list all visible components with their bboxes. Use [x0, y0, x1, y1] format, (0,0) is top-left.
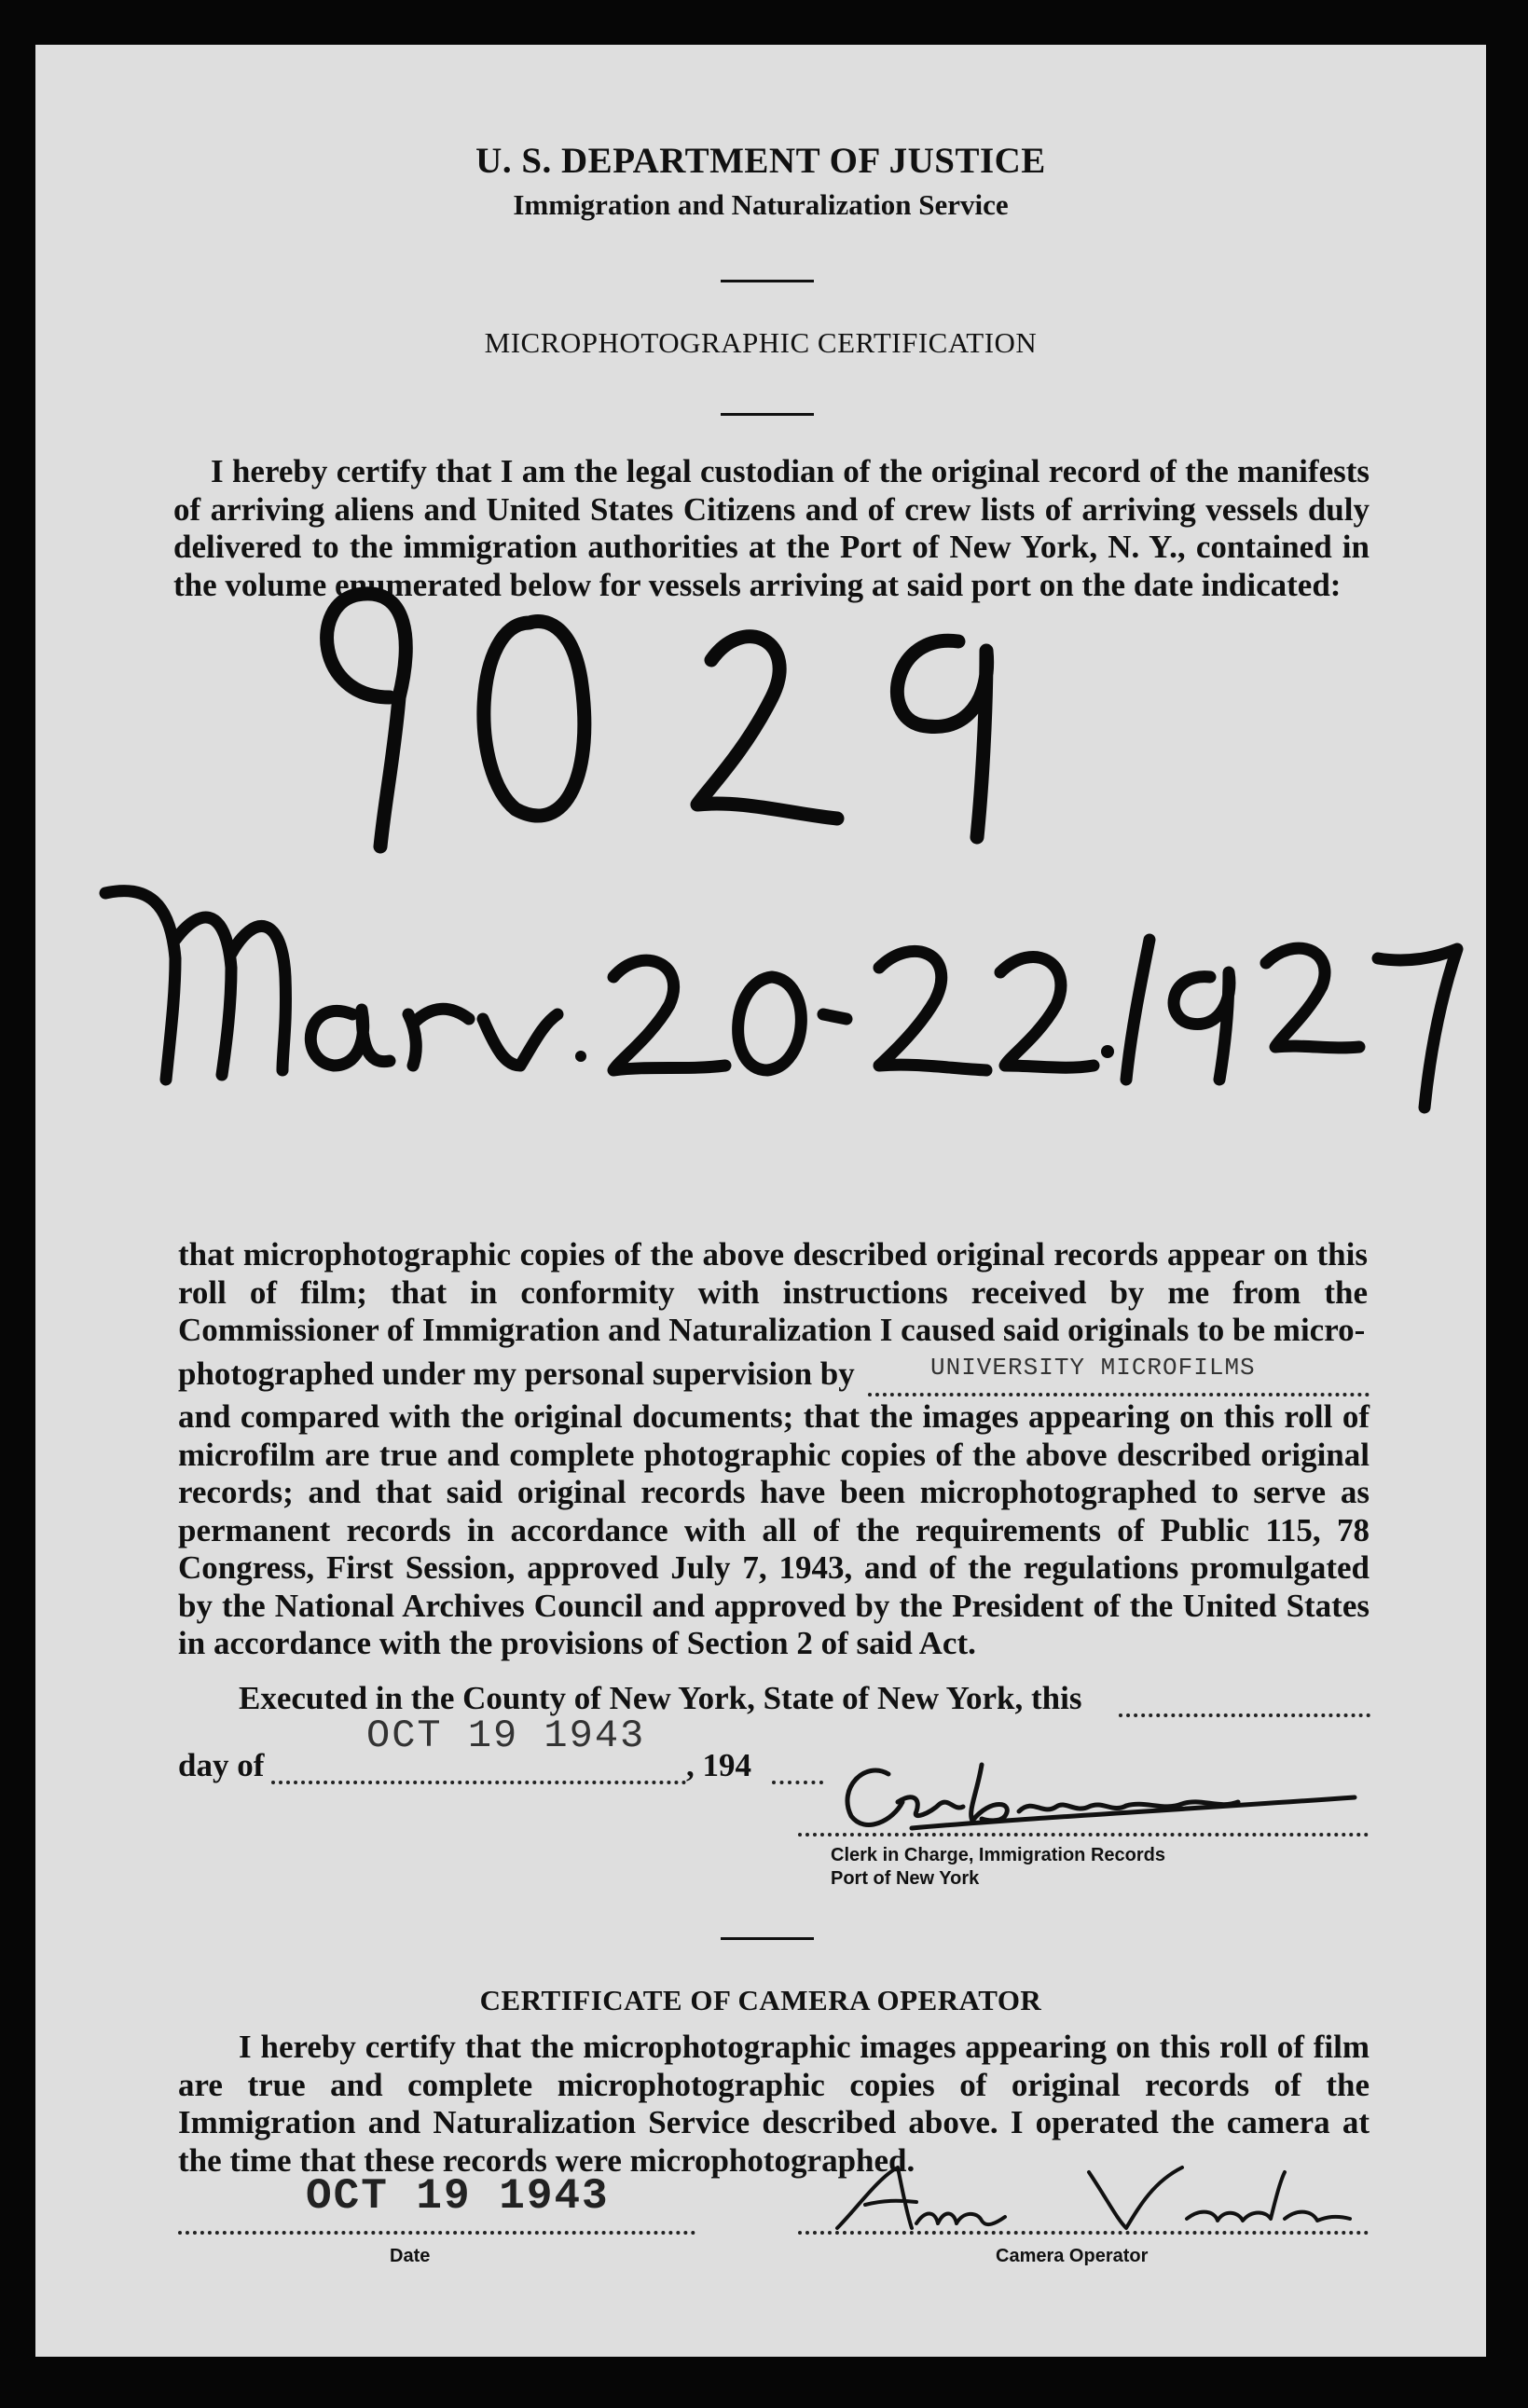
department-heading: U. S. DEPARTMENT OF JUSTICE: [475, 141, 1046, 181]
day-of-label: day of: [178, 1747, 265, 1783]
executed-date-stamp: OCT 19 1943: [366, 1713, 646, 1758]
camera-operator-label: Camera Operator: [996, 2246, 1149, 2266]
year-fill-line: [772, 1781, 823, 1784]
supervisor-fill-line: [868, 1393, 1370, 1397]
supervisor-stamp: UNIVERSITY MICROFILMS: [930, 1354, 1256, 1382]
clerk-port: Port of New York: [831, 1868, 980, 1889]
clerk-title: Clerk in Charge, Immigration Records: [831, 1845, 1165, 1865]
custodian-paragraph: I hereby certify that I am the legal custodian of the original record of the manifests of arriving aliens and United States Citizens and of crew lists of arriving vessels duly delivered to the immigration authorities at the Port of New York, N. Y., contained in the volume enumerated below for vessels arriving at said port on the date indicated:: [173, 453, 1370, 603]
executed-statement: Executed in the County of New York, State of New York, this: [239, 1680, 1082, 1716]
camera-operator-title: CERTIFICATE OF CAMERA OPERATOR: [479, 1984, 1042, 2016]
year-prefix: , 194: [686, 1747, 751, 1783]
certificate-page: [35, 45, 1486, 2357]
operator-signature-line: [798, 2231, 1369, 2235]
microfilm-paragraph-b: and compared with the original documents; that the images appearing on this roll of microfilm are true and complete photographic copies of the above described original records; and that said original records have been microphotographed to serve as permanent records in accordance with all of the requirements of Public 115, 78 Congress, First Session, approved July 7, 1943, and of the regulations promulgated by the National Archives Council and approved by the President of the United States in accordance with the provisions of Section 2 of said Act.: [178, 1398, 1370, 1661]
date-label: Date: [390, 2246, 431, 2266]
day-of-fill-line: [271, 1781, 686, 1784]
form-title: MICROPHOTOGRAPHIC CERTIFICATION: [484, 326, 1038, 359]
operator-date-stamp: OCT 19 1943: [306, 2172, 610, 2221]
section-divider: [721, 1937, 814, 1940]
camera-operator-paragraph: I hereby certify that the microphotographic images appearing on this roll of film are true and complete microphotographic copies of original records of the Immigration and Naturalization Service described above. I operated the camera at the time that these records were microphotographed.: [178, 2029, 1370, 2179]
microfilm-paragraph-a: that microphotographic copies of the above described original records appear on this roll of film; that in conformity with instructions received by me from the Commissioner of Immigration and Naturalization I caused said originals to be micro-: [178, 1236, 1368, 1348]
handwritten-volume-and-dates: [35, 45, 1486, 1145]
date-fill-line: [178, 2231, 695, 2235]
service-subheading: Immigration and Naturalization Service: [513, 188, 1009, 221]
executed-day-fill-line: [1119, 1713, 1370, 1717]
clerk-signature-line: [798, 1833, 1369, 1837]
supervision-line-lead: photographed under my personal supervision by: [178, 1355, 855, 1392]
